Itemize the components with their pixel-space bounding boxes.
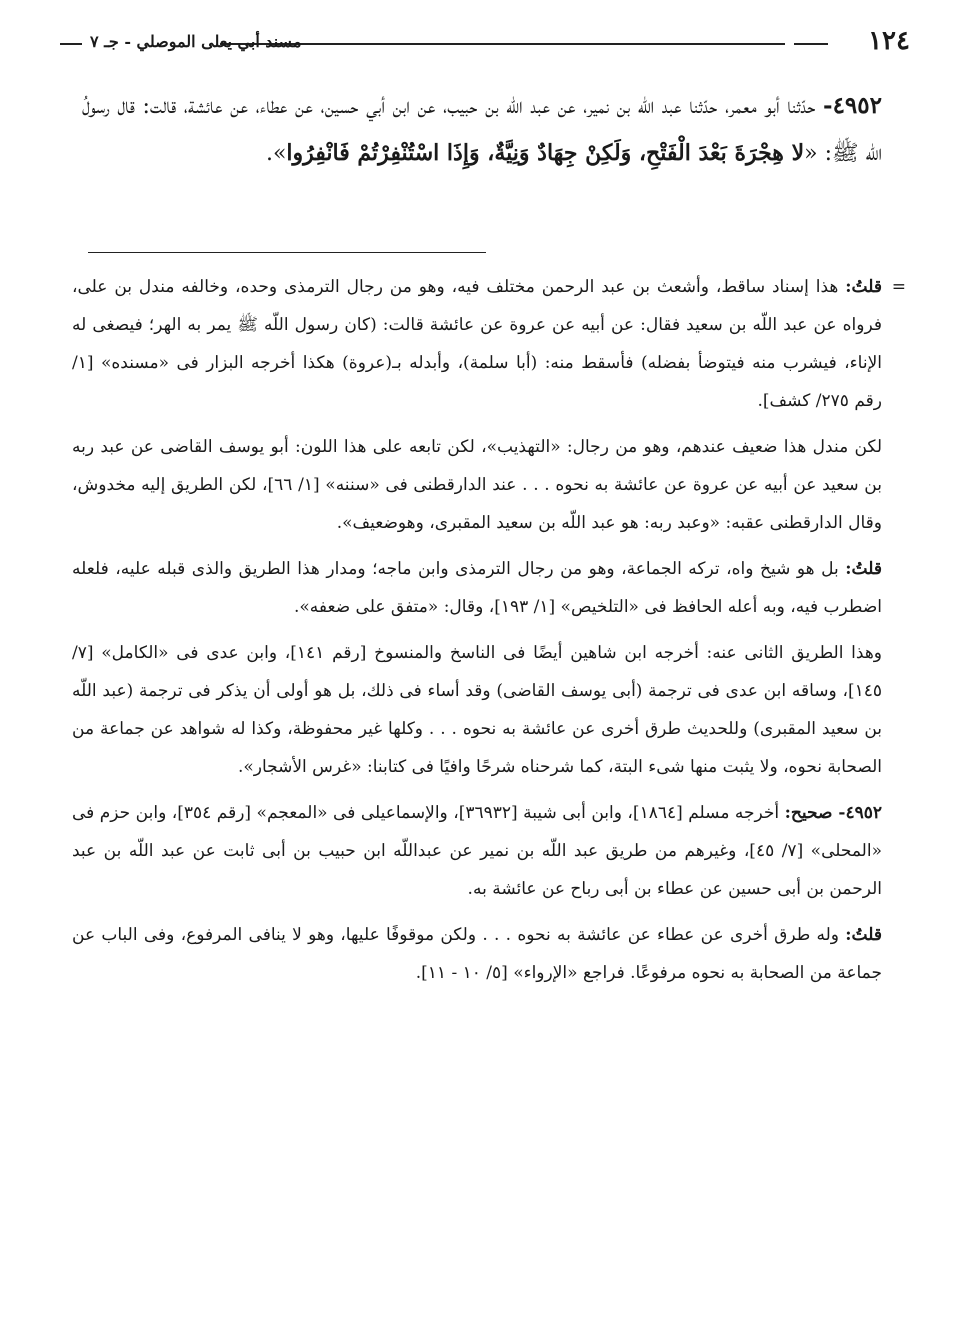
footnote-paragraph: [72, 550, 882, 626]
footnote-lead: قلتُ:: [845, 277, 883, 297]
footnote-paragraph: [72, 634, 882, 786]
footnote-lead: قلتُ:: [845, 925, 883, 945]
footnotes: [72, 268, 906, 1000]
continuation-mark: =: [891, 277, 906, 297]
footnote-lead: قلتُ:: [845, 559, 883, 579]
footnote-text: بل هو شيخ واه، تركه الجماعة، وهو من رجال الترمذى وابن ماجه؛ ومدار هذا الطريق والذى قبله عليه، فلعله اضطرب فيه، وبه أعله الحافظ فى «التلخيص» [١/ ١٩٣]، وقال: «متفق على ضعفه».: [72, 559, 882, 617]
footnote-text: وهذا الطريق الثانى عنه: أخرجه ابن شاهين أيضًا فى الناسخ والمنسوخ [رقم ١٤١]، وابن عدى فى «الكامل» [٧/ ١٤٥]، وساقه ابن عدى فى ترجمة (أبى يوسف القاضى) وقد أساء فى ذلك، بل هو أولى أن يذكر فى ترجمة (عبد اللّه بن سعيد المقبرى) وللحديث طرق أخرى عن عائشة به نحوه . . . وكلها غير محفوظة، وكذا له شواهد عن جماعة من الصحابة نحوه، ولا يثبت منها شىء البتة، كما شرحناه شرحًا وافيًا فى كتابنا: «غرس الأشجار».: [72, 643, 882, 777]
footnote-paragraph: [72, 428, 882, 542]
takhrij-paragraph: [72, 794, 882, 908]
hadith-closing: ».: [265, 141, 287, 166]
header-rule: [220, 43, 785, 45]
running-header: [60, 26, 910, 60]
header-dash-right: [794, 43, 828, 45]
header-dash-left: [60, 43, 82, 45]
footnote-text: هذا إسناد ساقط، وأشعث بن عبد الرحمن مختلف فيه، وهو من رجال الترمذى وحده، وخالفه مندل بن على، فرواه عن عبد اللّه بن سعيد فقال: عن أبيه عن عروة عن عائشة قالت: (كان رسول اللّه ﷺ يمر به الهر؛ فيصغى له الإناء، فيشرب منه فيتوضأ بفضله) فأسقط منه: (أبا سلمة)، وأبدله بـ(عروة) هكذا أخرجه البزار فى «مسنده» [١/ رقم ٢٧٥/ كشف].: [72, 277, 882, 411]
takhrij-text: أخرجه مسلم [١٨٦٤]، وابن أبى شيبة [٣٦٩٣٢]، والإسماعيلى فى «المعجم» [رقم ٣٥٤]، وابن حزم فى «المحلى» [٧/ ٤٥]، وغيرهم من طريق عبد اللّه بن نمير عن عبداللّه ابن حبيب بن أبى ثابت عن عبد اللّه بن عبد الرحمن بن أبى حسين عن عطاء بن أبى رباح عن عائشة به.: [72, 803, 882, 899]
hadith-text: [82, 82, 882, 177]
footnote-paragraph: [72, 916, 882, 992]
footnote-separator: [88, 252, 486, 253]
hadith-isnad: حدّثنا أبو معمر، حدّثنا عبد اللّه بن نمير، عن عبد اللّه بن حبيب، عن ابن أبي حسين، عن عطاء، عن عائشة، قالت: قال رسولُ اللّه ﷺ: «: [82, 94, 882, 166]
footnote-text: وله طرق أخرى عن عطاء عن عائشة به نحوه . . . ولكن موقوفًا عليها، وهو لا ينافى المرفوع، وفى الباب عن جماعة من الصحابة به نحوه مرفوعًا. فراجع «الإرواء» [٥/ ١٠ - ١١].: [72, 925, 882, 983]
footnote-text: لكن مندل هذا ضعيف عندهم، وهو من رجال: «التهذيب»، لكن تابعه على هذا اللون: أبو يوسف القاضى عن عبد ربه بن سعيد عن أبيه عن عروة عن عائشة به نحوه . . . عند الدارقطنى فى «سننه» [١/ ٦٦]، لكن الطريق إليه مخدوش، وقال الدارقطنى عقبه: «وعبد ربه: هو عبد اللّه بن سعيد المقبرى، وهوضعيف».: [72, 437, 882, 533]
hadith-matn: لا هِجْرَةَ بَعْدَ الْفَتْحِ، وَلَكِنْ جِهَادٌ وَنِيَّةٌ، وَإِذَا اسْتُنْفِرْتُمْ فَانْفِرُوا: [286, 140, 805, 166]
hadith-number: ٤٩٥٢: [832, 92, 882, 119]
footnote-paragraph: [72, 268, 906, 420]
book-title: مسند أبي يعلى الموصلي - جـ ٧: [90, 32, 302, 51]
takhrij-lead: ٤٩٥٢- صحيح:: [784, 803, 882, 823]
hadith-number-dash: -: [823, 92, 833, 119]
page-number: ١٢٤: [868, 26, 910, 56]
